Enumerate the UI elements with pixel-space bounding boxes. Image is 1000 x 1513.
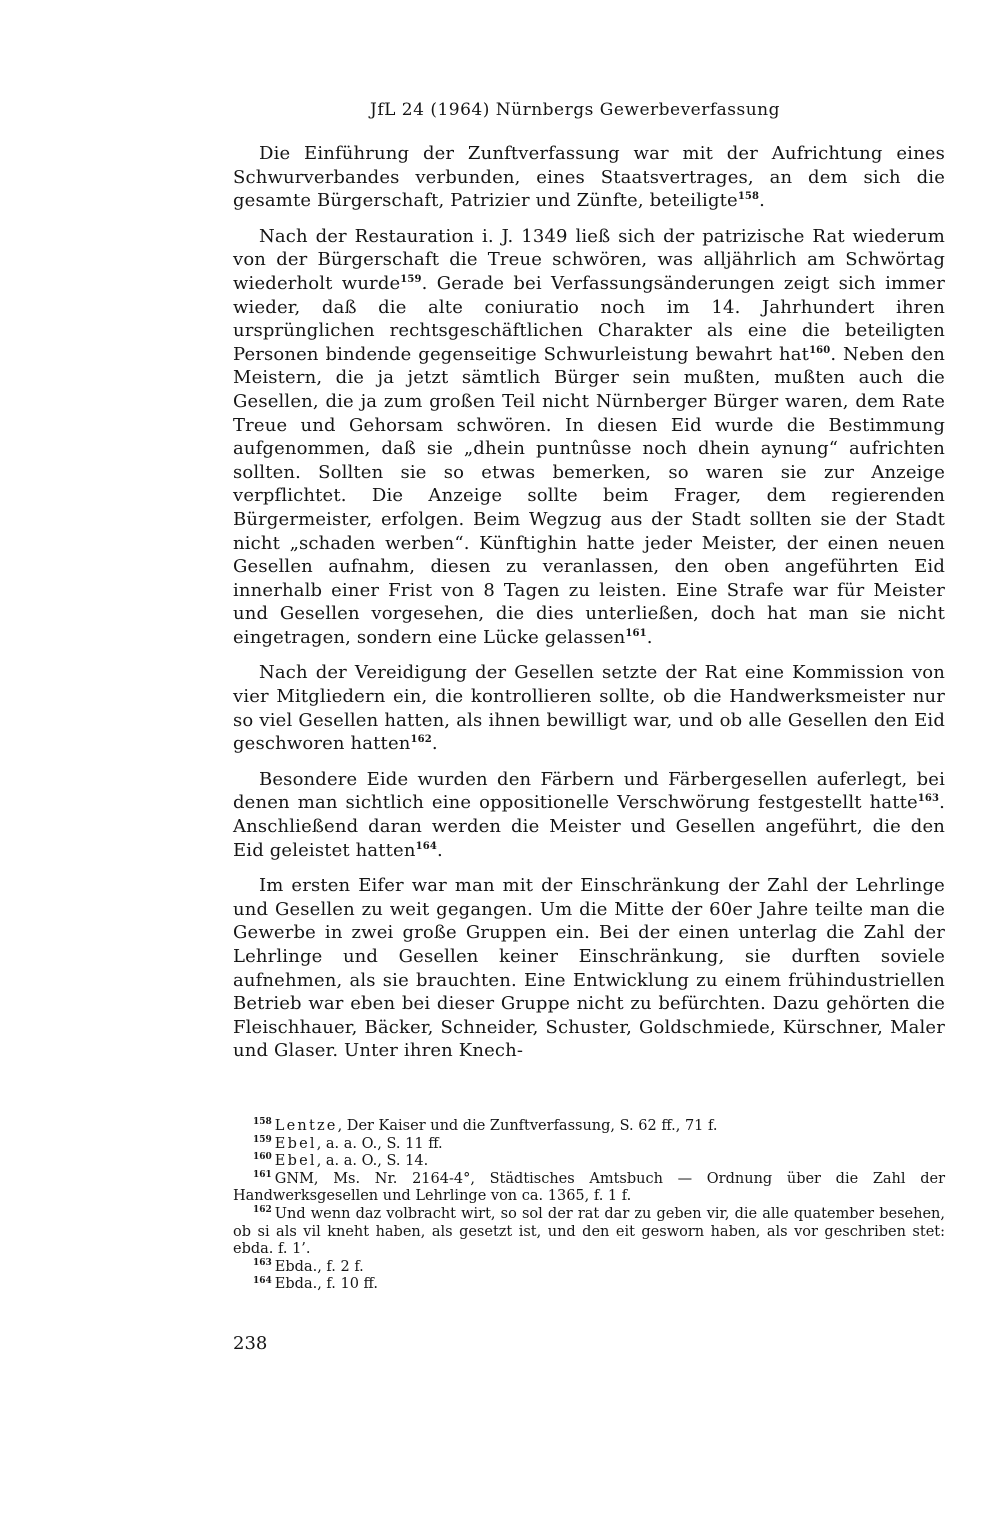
footnote: [233, 1259, 945, 1277]
paragraph: [233, 142, 945, 213]
footnote-text: , a. a. O., S. 11 ff.: [316, 1135, 443, 1152]
footnote-number: 159: [253, 1134, 272, 1145]
paragraph-text: .: [646, 626, 653, 648]
footnote-number: 163: [253, 1257, 272, 1268]
footnote-reference: 160: [809, 344, 831, 356]
footnote-reference: 161: [625, 627, 647, 639]
footnote-reference: 162: [410, 734, 432, 746]
footnote-reference: 159: [400, 273, 422, 285]
paragraph: [233, 768, 945, 862]
paragraph-text: Besondere Eide wurden den Färbern und Färbergesellen auferlegt, bei denen man sichtlich eine oppositionelle Verschwörung festgestellt hatte: [233, 768, 945, 814]
footnote-reference: 164: [415, 840, 437, 852]
footnote: [233, 1276, 945, 1294]
body-text: [233, 142, 945, 1075]
footnote: [233, 1153, 945, 1171]
paragraph-text: . Gerade bei Verfassungsänderungen zeigt sich immer wieder, daß die alte coniuratio noch im 14. Jahrhundert ihren ursprünglichen rechtsgeschäftlichen Charakter als eine die beteiligten Personen bindende gegenseitige Schwurleistung bewahrt hat: [233, 272, 945, 365]
footnote-reference: 163: [917, 793, 940, 805]
paragraph: [233, 225, 945, 650]
paragraph-text: .: [431, 733, 438, 755]
footnote-text: Und wenn daz volbracht wirt, so sol der rat dar zu geben vir, die alle quatember besehen, ob si als vil kneht haben, als gesetzt ist, und den eit gesworn haben, als vor geschriben stet: ebda. f. 1’.: [233, 1205, 945, 1258]
footnote-text: , Der Kaiser und die Zunftverfassung, S. 62 ff., 71 f.: [337, 1118, 718, 1134]
footnote-text: Ebda., f. 10 ff.: [274, 1276, 378, 1293]
footnotes: [233, 1118, 945, 1294]
footnote: [233, 1171, 945, 1206]
footnote-author: Lentze: [274, 1118, 338, 1134]
running-header: JfL 24 (1964) Nürnbergs Gewerbeverfassung: [370, 100, 781, 120]
paragraph-text: Nach der Vereidigung der Gesellen setzte der Rat eine Kommission von vier Mitgliedern ein, die kontrollieren sollte, ob die Handwerksmeister nur so viel Gesellen hatten, als ihnen bewilligt war, und ob alle Gesellen den Eid geschworen hatten: [233, 662, 945, 755]
footnote: [233, 1206, 945, 1259]
footnote-number: 158: [253, 1117, 272, 1128]
paragraph: [233, 661, 945, 755]
footnote-number: 160: [253, 1152, 272, 1163]
footnote-reference: 158: [737, 191, 760, 203]
paragraph-text: Im ersten Eifer war man mit der Einschränkung der Zahl der Lehrlinge und Gesellen zu weit gegangen. Um die Mitte der 60er Jahre teilte man die Gewerbe in zwei große Gruppen ein. Bei der einen unterlag die Zahl der Lehrlinge und Gesellen keiner Einschränkung, sie durften soviele aufnehmen, als sie brauchten. Eine Entwicklung zu einem frühindustriellen Betrieb war eben bei dieser Gruppe nicht zu befürchten. Dazu gehörten die Fleischhauer, Bäcker, Schneider, Schuster, Goldschmiede, Kürschner, Maler und Glaser. Unter ihren Knech-: [233, 875, 945, 1062]
footnote: [233, 1118, 945, 1136]
paragraph-text: . Anschließend daran werden die Meister und Gesellen angeführt, die den Eid geleistet hatten: [233, 792, 945, 861]
paragraph-text: . Neben den Meistern, die ja jetzt sämtlich Bürger sein mußten, mußten auch die Gesellen, die ja zum großen Teil nicht Nürnberger Bürger waren, dem Rate Treue und Gehorsam schwören. In diesen Eid wurde die Bestimmung aufgenommen, daß sie „dhein puntnûsse noch dhein aynung“ aufrichten sollten. Sollten sie so etwas bemerken, so waren sie zur Anzeige verpflichtet. Die Anzeige sollte beim Frager, dem regierenden Bürgermeister, erfolgen. Beim Wegzug aus der Stadt sollten sie der Stadt nicht „schaden werben“. Künftighin hatte jeder Meister, der einen neuen Gesellen aufnahm, diesen zu veranlassen, den oben angeführten Eid innerhalb einer Frist von 8 Tagen zu leisten. Eine Strafe war für Meister und Gesellen vorgesehen, die dies unterließen, doch hat man sie nicht eingetragen, sondern eine Lücke gelassen: [233, 343, 945, 648]
footnote-author: Ebel: [274, 1135, 317, 1152]
footnote-number: 162: [253, 1205, 272, 1216]
footnote-text: , a. a. O., S. 14.: [316, 1153, 429, 1170]
paragraph-text: Die Einführung der Zunftverfassung war mit der Aufrichtung eines Schwurverbandes verbunden, eines Staatsvertrages, an dem sich die gesamte Bürgerschaft, Patrizier und Zünfte, beteiligte: [233, 143, 945, 212]
paragraph-text: .: [436, 839, 443, 861]
footnote: [233, 1136, 945, 1154]
paragraph-text: Nach der Restauration i. J. 1349 ließ sich der patrizische Rat wiederum von der Bürgerschaft die Treue schwören, was alljährlich am Schwörtag wiederholt wurde: [233, 225, 945, 294]
footnote-number: 161: [253, 1169, 272, 1180]
footnote-author: Ebel: [274, 1153, 317, 1170]
footnote-text: Ebda., f. 2 f.: [274, 1258, 364, 1275]
footnote-number: 164: [253, 1275, 272, 1286]
footnote-text: GNM, Ms. Nr. 2164-4°, Städtisches Amtsbuch — Ordnung über die Zahl der Handwerksgesellen und Lehrlinge von ca. 1365, f. 1 f.: [233, 1170, 945, 1205]
paragraph-text: .: [759, 190, 766, 212]
paragraph: [233, 874, 945, 1063]
page-number: 238: [233, 1333, 268, 1354]
